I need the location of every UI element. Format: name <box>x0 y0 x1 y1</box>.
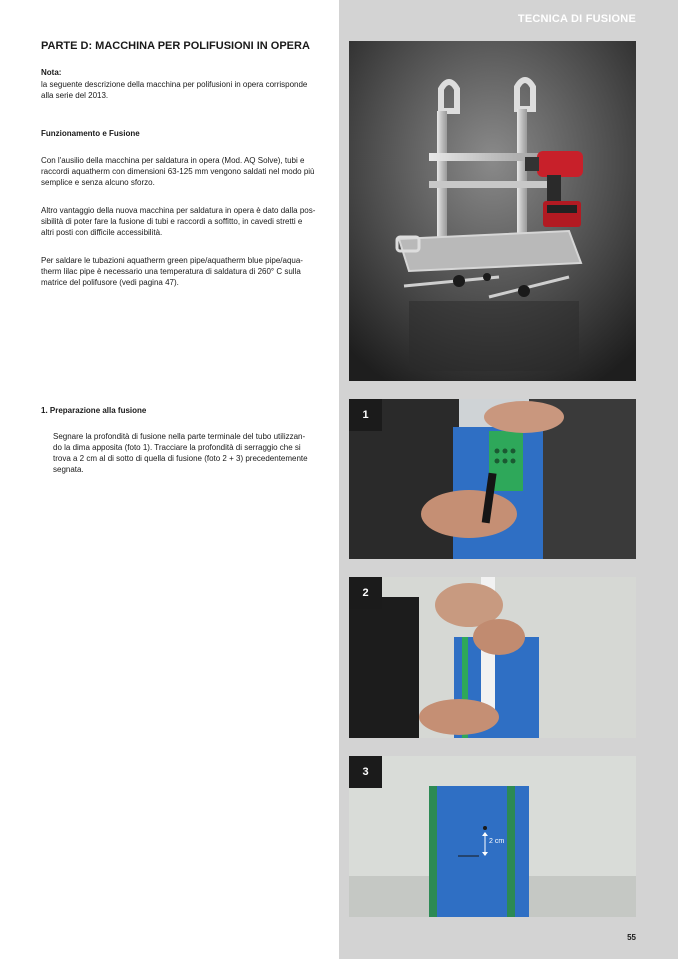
paragraph-1-line-3: semplice e senza alcuno sforzo. <box>41 178 155 187</box>
paragraph-1-line-1: Con l'ausilio della macchina per saldatura in opera (Mod. AQ Solve), tubi e <box>41 156 305 165</box>
preparazione-line-2: do la dima apposita (foto 1). Tracciare la profondità di serraggio che si <box>53 443 301 452</box>
photo-1 <box>349 399 636 559</box>
photo-2 <box>349 577 636 738</box>
preparazione-line-3: trova a 2 cm al di sotto di quella di fusione (foto 2 + 3) precedentemente <box>53 454 308 463</box>
paragraph-1 <box>41 155 327 188</box>
measurement-label: 2 cm <box>489 838 505 845</box>
section-header: TECNICA DI FUSIONE <box>517 13 636 25</box>
paragraph-3 <box>41 255 327 288</box>
paragraph-3-line-2: therm lilac pipe è necessario una temperatura di saldatura di 260° C sulla <box>41 267 301 276</box>
note-label: Nota: <box>41 68 62 77</box>
page-number: 55 <box>627 933 636 942</box>
paragraph-1-line-2: raccordi aquatherm con dimensioni 63-125 mm vengono saldati nel modo più <box>41 167 315 176</box>
photo-1-badge: 1 <box>349 399 382 431</box>
machine-photo <box>349 41 636 381</box>
photo-3-badge: 3 <box>349 756 382 788</box>
page-title: PARTE D: MACCHINA PER POLIFUSIONI IN OPERA <box>41 40 310 52</box>
preparazione-text <box>53 431 333 475</box>
note-text-line-1: la seguente descrizione della macchina per polifusioni in opera corrisponde <box>41 80 308 89</box>
photo-2-badge: 2 <box>349 577 382 609</box>
paragraph-2-line-2: sibilità di poter fare la fusione di tubi e raccordi a soffitto, in cavedi stretti e <box>41 217 303 226</box>
funzionamento-heading: Funzionamento e Fusione <box>41 129 140 138</box>
preparazione-line-1: Segnare la profondità di fusione nella parte terminale del tubo utilizzan- <box>53 432 306 441</box>
paragraph-3-line-1: Per saldare le tubazioni aquatherm green pipe/aquatherm blue pipe/aqua- <box>41 256 303 265</box>
paragraph-2 <box>41 205 327 238</box>
paragraph-3-line-3: matrice del polifusore (vedi pagina 47). <box>41 278 179 287</box>
photo-3 <box>349 756 636 917</box>
paragraph-2-line-3: altri posti con difficile accessibilità. <box>41 228 163 237</box>
preparazione-line-4: segnata. <box>53 465 84 474</box>
note-text-line-2: alla serie del 2013. <box>41 91 109 100</box>
paragraph-2-line-1: Altro vantaggio della nuova macchina per saldatura in opera è dato dalla pos- <box>41 206 316 215</box>
preparazione-heading: 1. Preparazione alla fusione <box>41 406 147 415</box>
